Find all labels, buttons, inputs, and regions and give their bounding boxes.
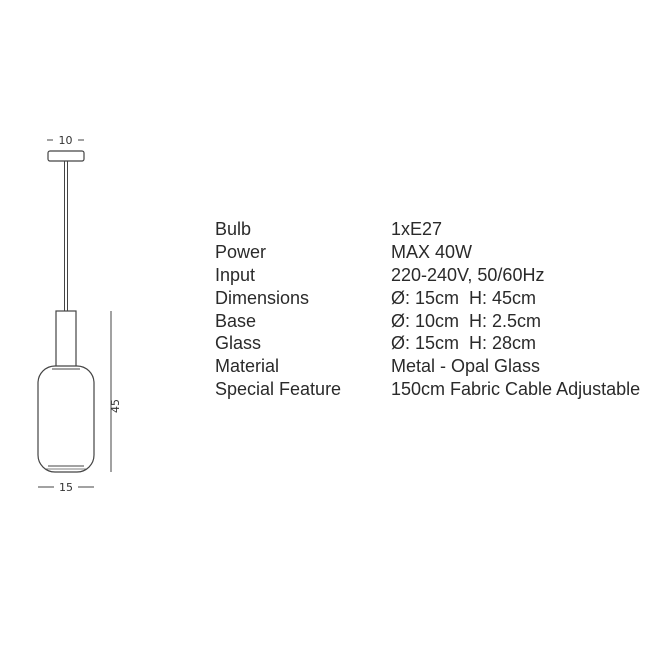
spec-row-bulb	[215, 218, 655, 241]
spec-value: MAX 40W	[391, 242, 473, 263]
spec-label: Material	[215, 356, 280, 377]
spec-value: 150cm Fabric Cable Adjustable	[391, 378, 641, 399]
spec-row-base	[215, 309, 655, 332]
spec-label: Input	[215, 264, 256, 285]
spec-value: Ø: 15cm H: 28cm	[391, 333, 537, 354]
spec-label: Power	[215, 242, 267, 263]
spec-label: Bulb	[215, 219, 252, 240]
spec-row-material	[215, 355, 655, 378]
spec-label: Special Feature	[215, 378, 342, 399]
spec-label: Glass	[215, 333, 262, 354]
top-width-label: 10	[58, 134, 73, 147]
height-label: 45	[109, 399, 122, 413]
spec-row-dimensions	[215, 286, 655, 309]
top-width-dimension	[47, 134, 84, 147]
spec-value: Ø: 10cm H: 2.5cm	[391, 310, 542, 331]
glass-shade	[38, 366, 94, 472]
spec-row-input	[215, 264, 655, 287]
ceiling-canopy	[48, 151, 84, 161]
height-dimension	[109, 311, 122, 472]
bottom-width-dimension	[38, 481, 94, 494]
spec-row-glass	[215, 332, 655, 355]
lamp-holder	[56, 311, 76, 369]
spec-label: Dimensions	[215, 287, 310, 308]
spec-value: Metal - Opal Glass	[391, 356, 541, 377]
spec-label: Base	[215, 310, 257, 331]
cable	[65, 161, 68, 311]
spec-row-power	[215, 241, 655, 264]
spec-row-special-feature	[215, 378, 655, 401]
spec-value: Ø: 15cm H: 45cm	[391, 287, 537, 308]
bottom-width-label: 15	[59, 481, 73, 494]
spec-value: 1xE27	[391, 219, 443, 240]
spec-value: 220-240V, 50/60Hz	[391, 264, 545, 285]
spec-table	[215, 218, 655, 400]
